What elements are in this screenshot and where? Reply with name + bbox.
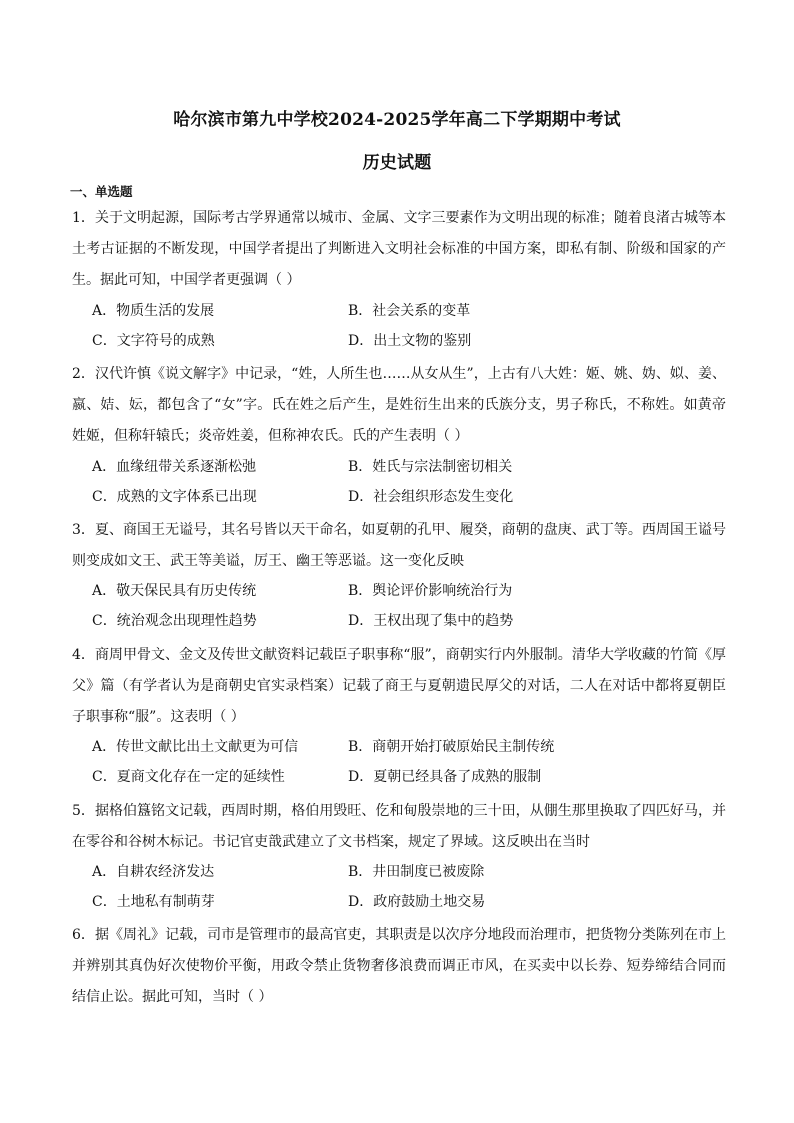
question-1-option-c[interactable]: C．文字符号的成熟 bbox=[92, 333, 215, 349]
question-4-option-c[interactable]: C．夏商文化存在一定的延续性 bbox=[92, 769, 285, 785]
section-heading: 一、单选题 bbox=[70, 184, 133, 199]
question-4-option-a[interactable]: A．传世文献比出土文献更为可信 bbox=[92, 739, 299, 755]
question-4-option-d[interactable]: D．夏朝已经具备了成熟的服制 bbox=[348, 769, 542, 785]
question-4-stem: 4．商周甲骨文、金文及传世文献资料记载臣子职事称“服”，商朝实行内外服制。清华大学收藏的竹简《厚父》篇（有学者认为是商朝史官实录档案）记载了商王与夏朝遗民厚父的对话，二人在对话中都将夏朝臣子职事称“服”。这表明（ ） bbox=[72, 647, 726, 725]
question-2-option-d[interactable]: D．社会组织形态发生变化 bbox=[348, 489, 514, 505]
question-5-option-c[interactable]: C．土地私有制萌芽 bbox=[92, 894, 215, 910]
exam-subtitle: 历史试题 bbox=[362, 153, 432, 173]
question-2-stem: 2．汉代许慎《说文解字》中记录，“姓，人所生也……从女从生”，上古有八大姓：姬、姚、妫、姒、姜、嬴、姞、妘，都包含了“女”字。氏在姓之后产生，是姓衍生出来的氏族分支，男子称氏，不称姓。如黄帝姓姬，但称轩辕氏；炎帝姓姜，但称神农氏。氏的产生表明（ ） bbox=[72, 366, 726, 444]
question-3-option-d[interactable]: D．王权出现了集中的趋势 bbox=[348, 613, 514, 629]
question-5-option-b[interactable]: B．井田制度已被废除 bbox=[348, 864, 485, 880]
question-3-stem: 3．夏、商国王无谥号，其名号皆以天干命名，如夏朝的孔甲、履癸，商朝的盘庚、武丁等。西周国王谥号则变成如文王、武王等美谥，厉王、幽王等恶谥。这一变化反映 bbox=[72, 522, 726, 569]
exam-title: 哈尔滨市第九中学校2024-2025学年高二下学期期中考试 bbox=[173, 110, 621, 130]
question-1-stem: 1．关于文明起源，国际考古学界通常以城市、金属、文字三要素作为文明出现的标准；随着良渚古城等本土考古证据的不断发现，中国学者提出了判断进入文明社会标准的中国方案，即私有制、阶级和国家的产生。据此可知，中国学者更强调（ ） bbox=[72, 210, 726, 288]
question-3-option-c[interactable]: C．统治观念出现理性趋势 bbox=[92, 613, 257, 629]
question-5-stem: 5．据格伯簋铭文记载，西周时期，格伯用毁旺、仡和甸殷崇地的三十田，从倗生那里换取了四匹好马，并在零谷和谷树木标记。书记官吏戠武建立了文书档案，规定了界域。这反映出在当时 bbox=[72, 803, 726, 850]
question-3-option-b[interactable]: B．舆论评价影响统治行为 bbox=[348, 583, 513, 599]
question-1-option-b[interactable]: B．社会关系的变革 bbox=[348, 303, 471, 319]
question-4-option-b[interactable]: B．商朝开始打破原始民主制传统 bbox=[348, 739, 555, 755]
question-3-option-a[interactable]: A．敬天保民具有历史传统 bbox=[92, 583, 257, 599]
question-5-option-a[interactable]: A．自耕农经济发达 bbox=[92, 864, 215, 880]
question-2-option-c[interactable]: C．成熟的文字体系已出现 bbox=[92, 489, 257, 505]
question-5-option-d[interactable]: D．政府鼓励土地交易 bbox=[348, 894, 486, 910]
question-1-option-a[interactable]: A．物质生活的发展 bbox=[92, 303, 215, 319]
question-2-option-b[interactable]: B．姓氏与宗法制密切相关 bbox=[348, 459, 513, 475]
question-2-option-a[interactable]: A．血缘纽带关系逐渐松弛 bbox=[92, 459, 257, 475]
question-1-option-d[interactable]: D．出土文物的鉴别 bbox=[348, 333, 472, 349]
question-6-stem: 6．据《周礼》记载，司市是管理市的最高官吏，其职责是以次序分地段而治理市，把货物分类陈列在市上并辨别其真伪好次使物价平衡，用政令禁止货物奢侈浪费而调正市风，在买卖中以长券、短券缔结合同而结信止讼。据此可知，当时（ ） bbox=[72, 927, 726, 1005]
